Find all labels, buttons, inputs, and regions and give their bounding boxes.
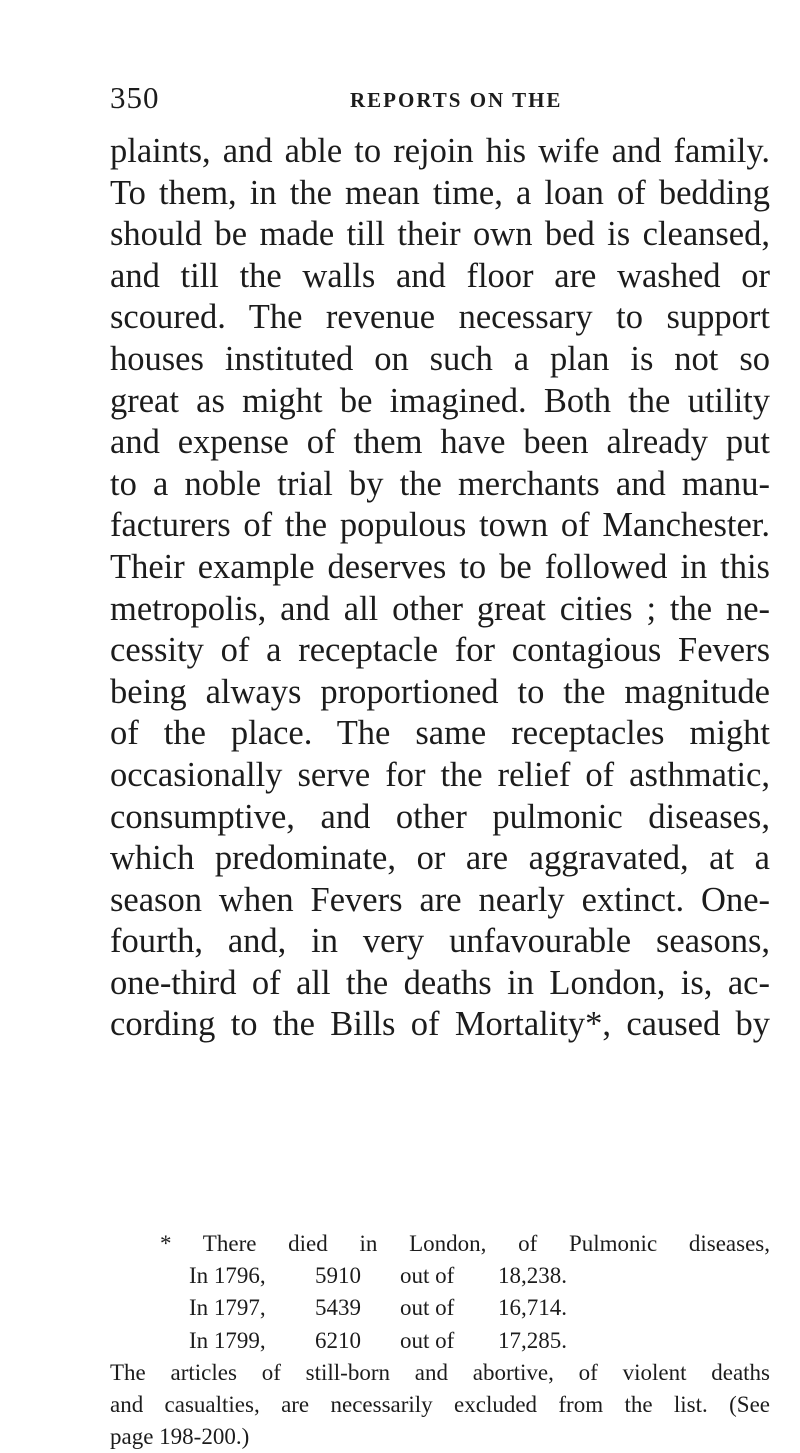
body-line: and expense of them have been already put	[110, 423, 770, 462]
body-line: houses instituted on such a plan is not so	[110, 339, 770, 378]
footnote	[110, 1228, 770, 1453]
body-line: season when Fevers are nearly extinct. One-	[110, 880, 770, 919]
stat-year: In 1799,	[189, 1327, 266, 1353]
body-line: cessity of a receptacle for contagious Fevers	[110, 631, 770, 670]
body-line: of the place. The same receptacles might	[110, 714, 770, 753]
footnote-text-line: and casualties, are necessarily excluded from the list. (See	[110, 1391, 770, 1417]
body-line: should be made till their own bed is cleansed,	[110, 215, 770, 254]
body-line: plaints, and able to rejoin his wife and family.	[110, 132, 770, 170]
body-line: To them, in the mean time, a loan of bedding	[110, 173, 770, 212]
body-line: being always proportioned to the magnitude	[110, 672, 770, 711]
footnote-stat-row	[110, 1260, 770, 1292]
body-line: and till the walls and floor are washed or	[110, 256, 770, 295]
stat-year: In 1796,	[189, 1263, 266, 1289]
stat-count: 5439	[315, 1295, 361, 1321]
stat-out-of: out of	[400, 1295, 455, 1321]
body-line: facturers of the populous town of Manchester.	[110, 506, 770, 545]
stat-count: 6210	[315, 1327, 361, 1353]
stat-year: In 1797,	[189, 1295, 266, 1321]
body-line: which predominate, or are aggravated, at a	[110, 839, 770, 878]
body-line: great as might be imagined. Both the utility	[110, 381, 770, 420]
footnote-stat-row	[110, 1325, 770, 1357]
footnote-intro: * There died in London, of Pulmonic diseases,	[160, 1231, 770, 1256]
stat-total: 16,714.	[498, 1295, 567, 1321]
running-title: REPORTS ON THE	[350, 88, 563, 112]
body-text	[110, 131, 770, 1046]
body-line: cording to the Bills of Mortality*, caused by	[110, 1005, 770, 1044]
stat-out-of: out of	[400, 1327, 455, 1353]
body-line: one-third of all the deaths in London, is, ac-	[110, 963, 770, 1002]
body-line: consumptive, and other pulmonic diseases,	[110, 797, 770, 836]
footnote-text-line: page 198-200.)	[110, 1424, 250, 1450]
footnote-text-line: The articles of still-born and abortive, of violent deaths	[110, 1359, 770, 1385]
stat-count: 5910	[315, 1263, 361, 1289]
stat-total: 18,238.	[498, 1263, 567, 1289]
body-line: Their example deserves to be followed in this	[110, 547, 770, 586]
stat-out-of: out of	[400, 1263, 455, 1289]
running-head	[110, 80, 750, 120]
body-line: metropolis, and all other great cities ; the ne-	[110, 589, 770, 628]
body-line: occasionally serve for the relief of asthmatic,	[110, 755, 770, 794]
body-line: fourth, and, in very unfavourable seasons,	[110, 922, 770, 961]
body-line: scoured. The revenue necessary to support	[110, 298, 770, 337]
page-number: 350	[110, 80, 160, 115]
stat-total: 17,285.	[498, 1327, 567, 1353]
body-line: to a noble trial by the merchants and manu-	[110, 464, 770, 503]
footnote-stat-row	[110, 1292, 770, 1324]
